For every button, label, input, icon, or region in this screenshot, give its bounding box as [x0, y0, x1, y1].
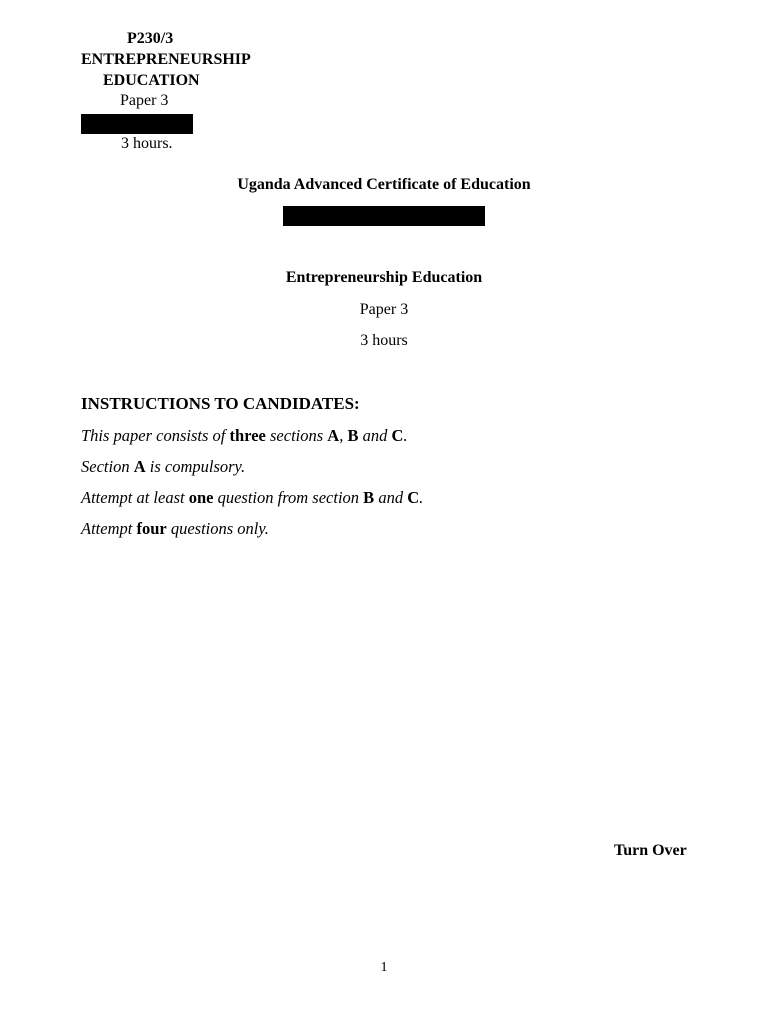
subject-heading: Entrepreneurship Education [285, 269, 483, 286]
instruction-text: Section [81, 457, 134, 476]
instruction-text: questions only. [166, 519, 269, 538]
duration-label: 3 hours [360, 332, 408, 349]
redaction-bar [81, 114, 193, 134]
paper-code: P230/3 [127, 30, 174, 47]
instructions-heading: INSTRUCTIONS TO CANDIDATES: [81, 394, 360, 413]
instruction-text: is compulsory. [145, 457, 246, 476]
instruction-emphasis: A [133, 457, 146, 476]
instruction-text: Attempt at least [81, 488, 189, 507]
instruction-text: sections [265, 426, 328, 445]
instruction-emphasis: one [188, 488, 214, 507]
instruction-line [81, 519, 269, 539]
exam-board-title: Uganda Advanced Certificate of Education [237, 176, 531, 193]
subject-title-line-2: EDUCATION [103, 72, 200, 89]
instruction-emphasis: four [136, 519, 167, 538]
instruction-emphasis: A [327, 426, 340, 445]
instruction-text: . [419, 488, 424, 507]
instruction-line [81, 426, 408, 446]
instruction-text: . [403, 426, 408, 445]
instruction-text: question from section [213, 488, 364, 507]
instruction-line [81, 488, 423, 508]
instruction-text: , [339, 426, 348, 445]
instruction-emphasis: B [363, 488, 375, 507]
instruction-line [81, 457, 245, 477]
instruction-emphasis: C [391, 426, 404, 445]
turn-over-label: Turn Over [614, 842, 687, 859]
redaction-bar [283, 206, 485, 226]
page-number: 1 [380, 960, 388, 975]
instruction-text: Attempt [81, 519, 137, 538]
subject-title-line-1: ENTREPRENEURSHIP [81, 51, 251, 68]
instruction-emphasis: B [347, 426, 359, 445]
instruction-emphasis: three [229, 426, 266, 445]
instruction-emphasis: C [407, 488, 420, 507]
paper-number: Paper 3 [120, 92, 169, 109]
instruction-text: and [358, 426, 392, 445]
paper-label: Paper 3 [359, 301, 409, 318]
instruction-text: This paper consists of [81, 426, 230, 445]
duration: 3 hours. [121, 135, 173, 152]
instruction-text: and [374, 488, 408, 507]
